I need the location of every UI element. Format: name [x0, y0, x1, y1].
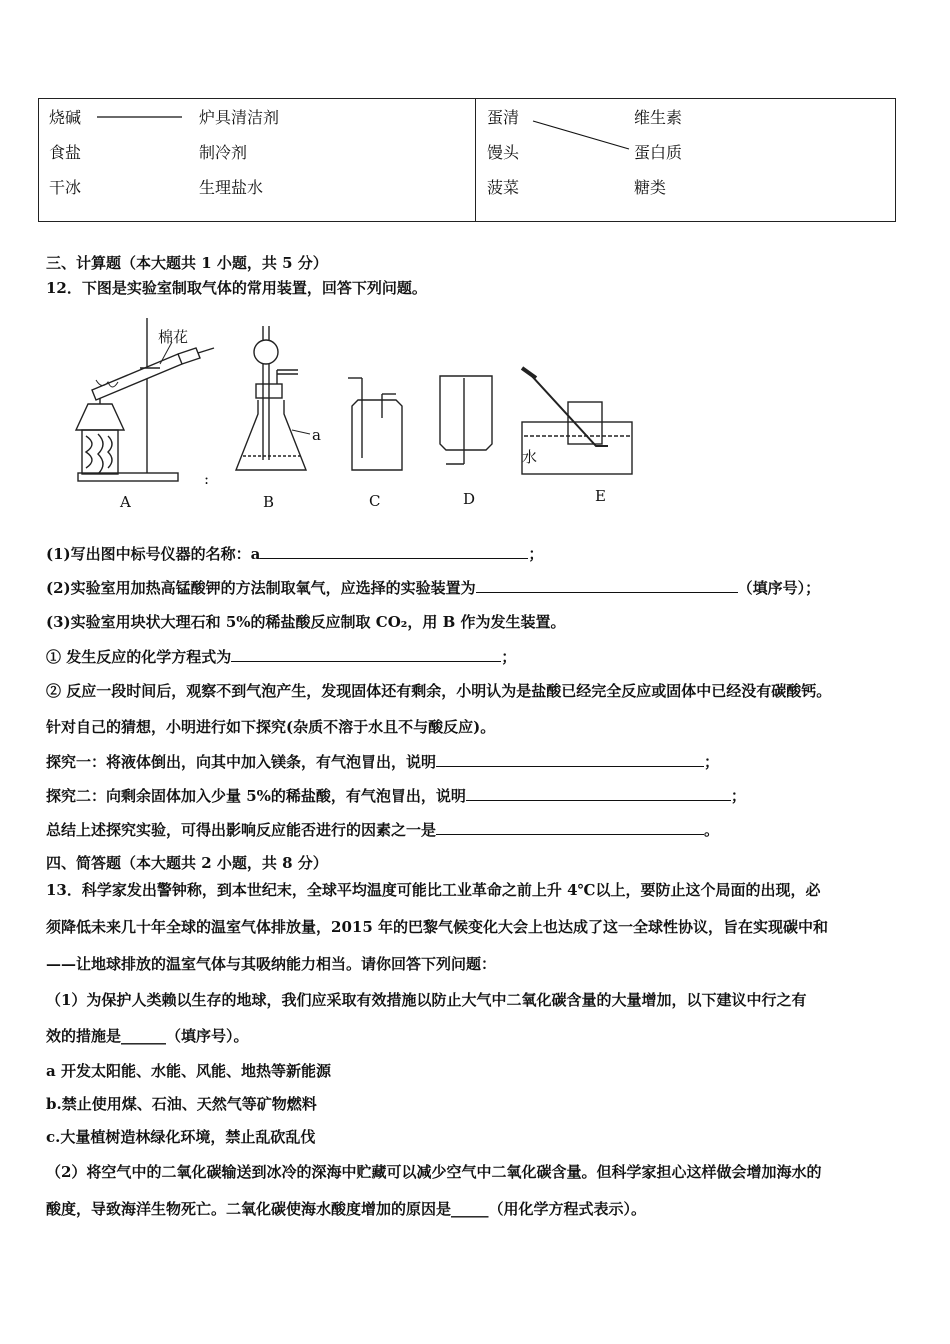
matching-table: [38, 98, 896, 222]
figure-colon: :: [204, 470, 210, 488]
q12-sub1-end: ；: [501, 648, 517, 666]
q13-part1-line1: （1）为保护人类赖以生存的地球，我们应采取有效措施以防止大气中二氧化碳含量的大量增加，以下建议中行之有: [46, 991, 807, 1009]
q12-summary-end: 。: [704, 821, 720, 839]
q12-part1-text: (1)写出图中标号仪器的名称：a: [46, 545, 261, 563]
left-match-3: 生理盐水: [199, 178, 264, 197]
apparatus-c: [348, 378, 402, 470]
answer-blank-1[interactable]: [260, 544, 528, 559]
answer-blank-2[interactable]: [476, 578, 738, 593]
q12-explore2: [46, 785, 746, 806]
right-item-1: 蛋清: [487, 108, 520, 127]
q12-explore1-text: 探究一：将液体倒出，向其中加入镁条，有气泡冒出，说明: [46, 753, 437, 771]
left-item-2: 食盐: [49, 143, 82, 162]
q12-explore2-text: 探究二：向剩余固体加入少量 5%的稀盐酸，有气泡冒出，说明: [46, 787, 466, 805]
answer-blank-6[interactable]: [436, 820, 704, 835]
answer-blank-3[interactable]: [231, 647, 501, 662]
apparatus-b: [236, 326, 310, 470]
apparatus-d: [440, 376, 492, 464]
q12-part1-end: ；: [528, 545, 544, 563]
q12-sub2: ② 反应一段时间后，观察不到气泡产生，发现固体还有剩余，小明认为是盐酸已经完全反应或固体中已经没有碳酸钙。: [46, 682, 832, 700]
left-item-1: 烧碱: [49, 108, 82, 127]
option-b: b.禁止使用煤、石油、天然气等矿物燃料: [46, 1095, 317, 1113]
q12-explore2-end: ；: [730, 787, 746, 805]
apparatus-e: [522, 368, 632, 474]
q12-sub2-cont: 针对自己的猜想，小明进行如下探究(杂质不溶于水且不与酸反应)。: [46, 718, 496, 736]
question-12: 12．下图是实验室制取气体的常用装置，回答下列问题。: [46, 279, 427, 297]
q12-summary: [46, 819, 719, 840]
q13-part1-line2: 效的措施是______（填序号）。: [46, 1027, 249, 1045]
q12-part3: (3)实验室用块状大理石和 5%的稀盐酸反应制取 CO₂，用 B 作为发生装置。: [46, 613, 566, 631]
figure-label-e: E: [595, 487, 606, 505]
lab-apparatus-figure: [60, 318, 660, 518]
q13-part2-line2: 酸度，导致海洋生物死亡。二氧化碳使海水酸度增加的原因是_____（用化学方程式表示）。: [46, 1200, 647, 1218]
right-item-2: 馒头: [487, 143, 520, 162]
left-match-1: 炉具清洁剂: [199, 108, 280, 127]
left-match-2: 制冷剂: [199, 143, 248, 162]
q12-sub1-text: ① 发生反应的化学方程式为: [46, 648, 232, 666]
q13-part2-line1: （2）将空气中的二氧化碳输送到冰冷的深海中贮藏可以减少空气中二氧化碳含量。但科学家担心这样做会增加海水的: [46, 1163, 822, 1181]
section4-heading: 四、简答题（本大题共 2 小题，共 8 分）: [46, 854, 328, 872]
matching-lines: [39, 99, 897, 223]
q13-line3: ——让地球排放的温室气体与其吸纳能力相当。请你回答下列问题：: [46, 955, 497, 973]
q12-explore1-end: ；: [704, 753, 720, 771]
right-match-1: 维生素: [634, 108, 683, 127]
right-item-3: 菠菜: [487, 178, 520, 197]
right-match-3: 糖类: [634, 178, 667, 197]
answer-blank-5[interactable]: [466, 786, 731, 801]
option-c: c.大量植树造林绿化环境，禁止乱砍乱伐: [46, 1128, 316, 1146]
q12-sub1: [46, 646, 516, 667]
figure-label-b: B: [263, 493, 275, 511]
q12-part2-end: （填序号）；: [737, 579, 821, 597]
q12-part1: [46, 543, 543, 564]
option-a: a 开发太阳能、水能、风能、地热等新能源: [46, 1062, 331, 1080]
q13-line1: 13．科学家发出警钟称，到本世纪末，全球平均温度可能比工业革命之前上升 4℃以上，要防止这个局面的出现，必: [46, 881, 821, 899]
apparatus-a: [76, 318, 214, 481]
figure-label-d: D: [463, 490, 476, 508]
q12-explore1: [46, 751, 719, 772]
figure-label-a: A: [120, 493, 131, 511]
q12-part2-text: (2)实验室用加热高锰酸钾的方法制取氧气，应选择的实验装置为: [46, 579, 476, 597]
left-item-3: 干冰: [49, 178, 82, 197]
section3-heading: 三、计算题（本大题共 1 小题，共 5 分）: [46, 254, 328, 272]
answer-blank-4[interactable]: [436, 752, 704, 767]
water-label: 水: [522, 448, 538, 466]
q12-part2: [46, 577, 820, 598]
q13-line2: 须降低未来几十年全球的温室气体排放量，2015 年的巴黎气候变化大会上也达成了这一全球性协议，旨在实现碳中和: [46, 918, 828, 936]
figure-label-c: C: [369, 492, 381, 510]
cotton-label: 棉花: [158, 328, 189, 346]
right-match-2: 蛋白质: [634, 143, 683, 162]
q12-summary-text: 总结上述探究实验，可得出影响反应能否进行的因素之一是: [46, 821, 437, 839]
label-a: a: [312, 426, 321, 444]
